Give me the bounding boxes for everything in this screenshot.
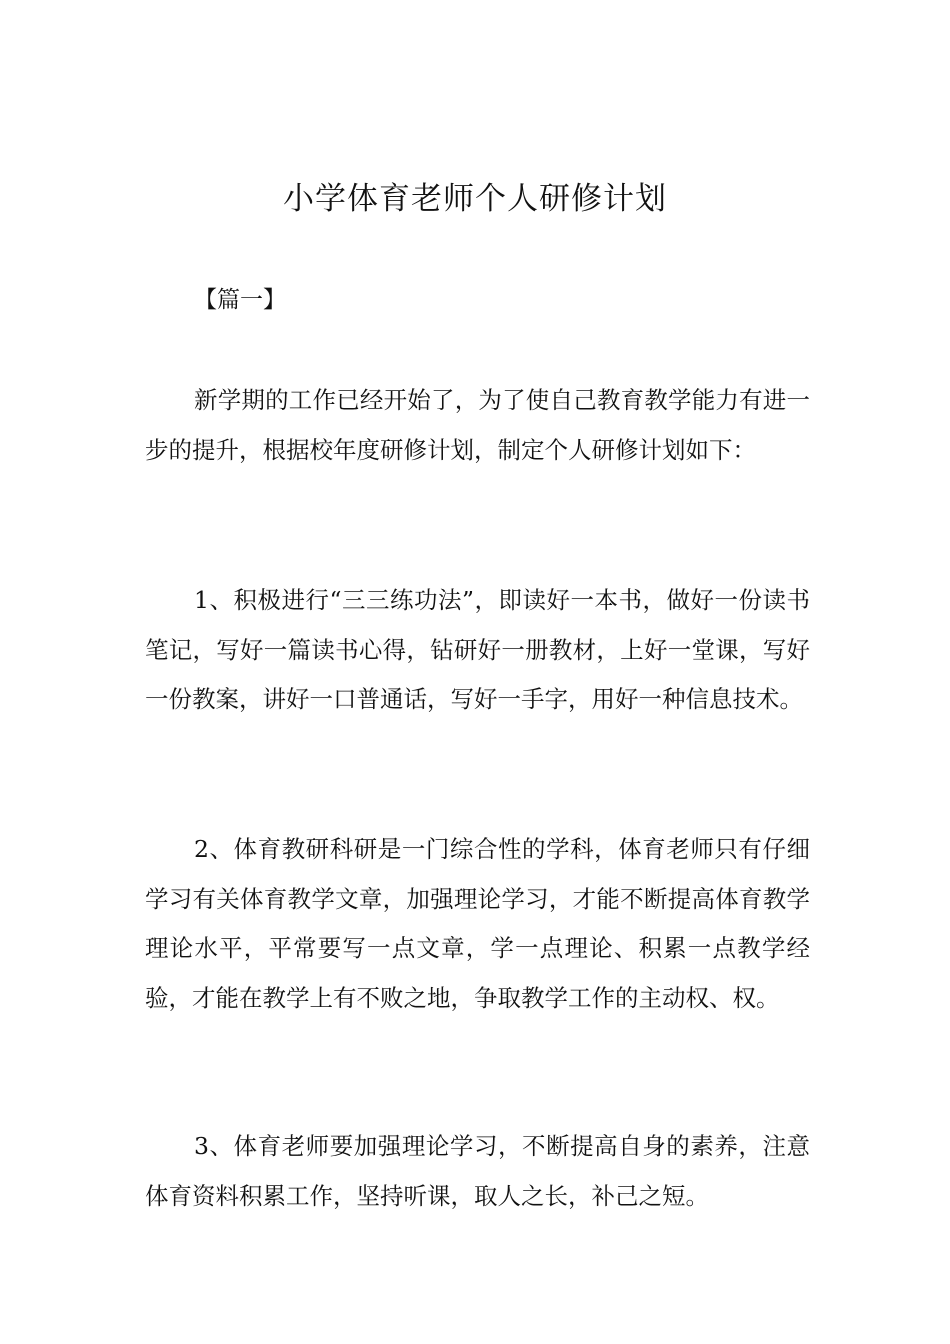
paragraph-item-3: 3、体育老师要加强理论学习，不断提高自身的素养，注意体育资料积累工作，坚持听课，取人之长，补己之短。: [145, 1132, 810, 1210]
paragraph-item-2: 2、体育教研科研是一门综合性的学科，体育老师只有仔细学习有关体育教学文章，加强理论学习，才能不断提高体育教学理论水平，平常要写一点文章，学一点理论、积累一点教学经验，才能在教学上有不败之地，争取教学工作的主动权、权。: [145, 835, 810, 1012]
document-title: 小学体育老师个人研修计划: [283, 181, 667, 217]
paragraph-intro: 新学期的工作已经开始了，为了使自己教育教学能力有进一步的提升，根据校年度研修计划，制定个人研修计划如下：: [145, 386, 810, 464]
paragraph-item-1: 1、积极进行“三三练功法”，即读好一本书，做好一份读书笔记，写好一篇读书心得，钻研好一册教材，上好一堂课，写好一份教案，讲好一口普通话，写好一手字，用好一种信息技术。: [145, 586, 810, 713]
section-label: 【篇一】: [194, 287, 286, 313]
